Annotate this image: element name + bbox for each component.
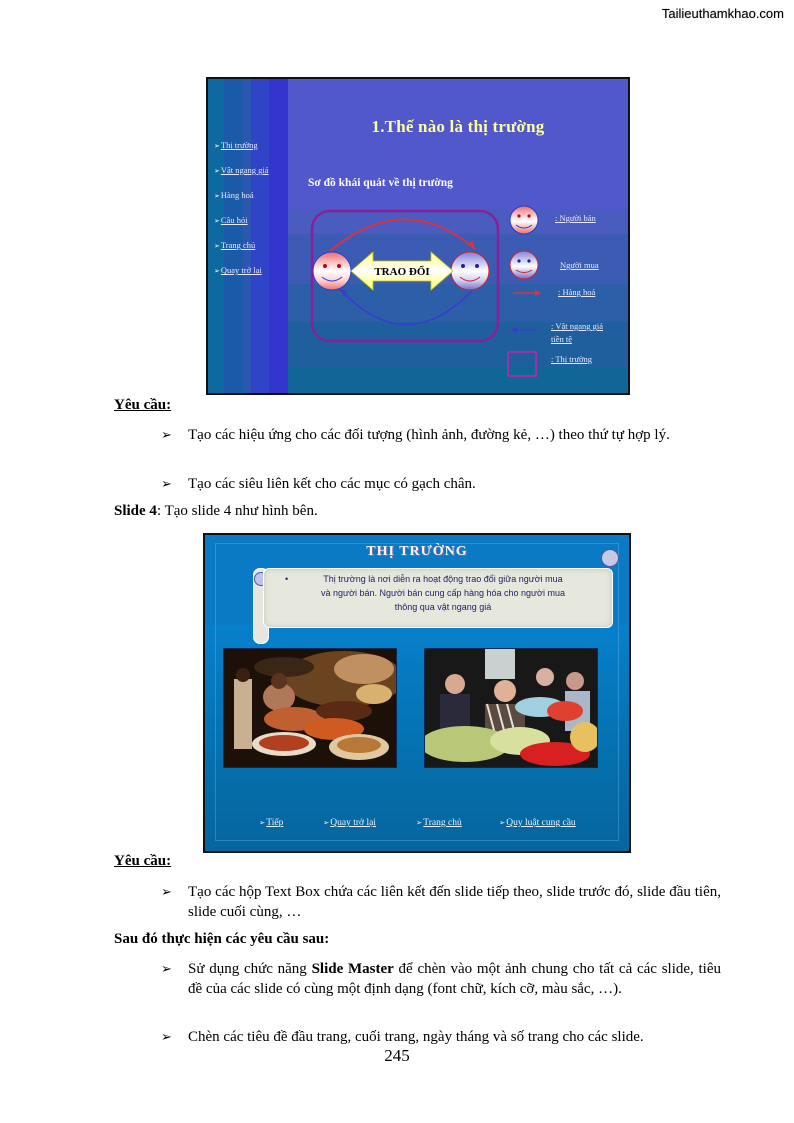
slide3-nav-item-thi-truong[interactable]: ➢Thị trường (214, 140, 258, 150)
slide4-nav-item-tiep[interactable]: ➢Tiếp (259, 818, 284, 828)
slide3-title: 1.Thế nào là thị trường (371, 117, 545, 136)
buyer-face-icon (510, 251, 538, 279)
arrow-bullet-icon: ➢ (214, 242, 220, 250)
arrow-bullet-icon: ➢ (161, 884, 172, 899)
scroll-cap-icon (601, 549, 619, 567)
legend-goods[interactable]: : Hàng hoá (558, 287, 596, 297)
legend-seller[interactable]: : Người bán (555, 213, 596, 223)
scroll-bullet-text: • Thị trường là nơi diễn ra hoạt động trao đổi giữa người mua và người bán. Người bán cung cấp hàng hóa cho người mua thông qua vật ngang giá (285, 574, 565, 612)
arrow-bullet-icon: ➢ (323, 818, 330, 827)
legend-buyer[interactable]: Người mua (560, 260, 599, 270)
section3-bullet-2: ➢ Chèn các tiêu đề đầu trang, cuối trang, ngày tháng và số trang cho các slide. (161, 1029, 644, 1045)
market-box-icon (508, 352, 536, 376)
slide3-nav-item-cau-hoi[interactable]: ➢Câu hỏi (214, 215, 248, 225)
slide4-nav-item-trang-chu[interactable]: ➢Trang chủ (416, 818, 462, 828)
section1-heading: Yêu cầu: (114, 397, 172, 413)
section3-heading: Sau đó thực hiện các yêu cầu sau: (114, 931, 330, 947)
section1-bullet-1: ➢ Tạo các hiệu ứng cho các đối tượng (hình ảnh, đường kẻ, …) theo thứ tự hợp lý. (161, 427, 670, 443)
slide3-nav-item-hang-hoa: ➢Hàng hoá (214, 190, 254, 200)
arrow-bullet-icon: ➢ (214, 167, 220, 175)
page-number: 245 (384, 1046, 410, 1065)
slide3-nav-item-quay-tro-lai[interactable]: ➢Quay trở lại (214, 265, 262, 275)
arrow-bullet-icon: ➢ (161, 961, 172, 976)
arrow-bullet-icon: ➢ (161, 427, 172, 442)
market-photo-1 (223, 648, 397, 768)
arrow-bullet-icon: ➢ (416, 818, 423, 827)
legend-money[interactable]: : Vật ngang giá tiền tệ (551, 321, 604, 344)
slide3-nav-item-vat-ngang-gia[interactable]: ➢Vật ngang giá (214, 165, 269, 175)
slide4-nav-item-quy-luat-cung-cau[interactable]: ➢Quy luật cung cầu (499, 818, 576, 828)
section2-heading: Yêu cầu: (114, 853, 172, 869)
money-arrow-icon (511, 327, 537, 333)
slide3-subtitle: Sơ đồ khái quát về thị trường (308, 177, 453, 189)
section3-bullet-1: ➢ Sử dụng chức năng Slide Master để chèn vào một ảnh chung cho tất cả các slide, tiêu đề của các slide có cùng một định dạng (font chữ, kích cỡ, màu sắc, …). (161, 961, 722, 997)
arrow-bullet-icon: ➢ (161, 1029, 172, 1044)
watermark: Tailieuthamkhao.com (661, 6, 784, 21)
arrow-bullet-icon: ➢ (214, 267, 220, 275)
slide4-image (203, 533, 631, 853)
svg-text:TRAO ĐỔI: TRAO ĐỔI (374, 266, 430, 278)
slide3-nav-menu (214, 137, 294, 287)
arrow-bullet-icon: ➢ (259, 818, 266, 827)
section1-bullet-2: ➢ Tạo các siêu liên kết cho các mục có gạch chân. (161, 476, 476, 492)
slide3-nav-item-trang-chu[interactable]: ➢Trang chủ (214, 240, 256, 250)
section2-bullet-1: ➢ Tạo các hộp Text Box chứa các liên kết đến slide tiếp theo, slide trước đó, slide đầu tiên, slide cuối cùng, … (161, 884, 721, 920)
arrow-bullet-icon: ➢ (214, 217, 220, 225)
seller-face-icon (510, 206, 538, 234)
legend-market[interactable]: : Thị trường (551, 354, 593, 364)
market-diagram (310, 209, 500, 344)
arrow-bullet-icon: ➢ (214, 142, 220, 150)
market-photo-2 (424, 648, 598, 768)
goods-arrow-icon (513, 290, 541, 296)
arrow-bullet-icon: ➢ (214, 192, 220, 200)
slide4-title: THỊ TRƯỜNG (366, 544, 468, 559)
diagram-legend (503, 204, 628, 394)
slide4-intro: Slide 4: Tạo slide 4 như hình bên. (114, 503, 318, 519)
arrow-bullet-icon: ➢ (161, 476, 172, 491)
slide4-nav-item-quay-tro-lai[interactable]: ➢Quay trở lại (323, 818, 376, 828)
arrow-bullet-icon: ➢ (499, 818, 506, 827)
dot-bullet-icon: • (285, 574, 289, 584)
slide3-image (206, 77, 630, 395)
